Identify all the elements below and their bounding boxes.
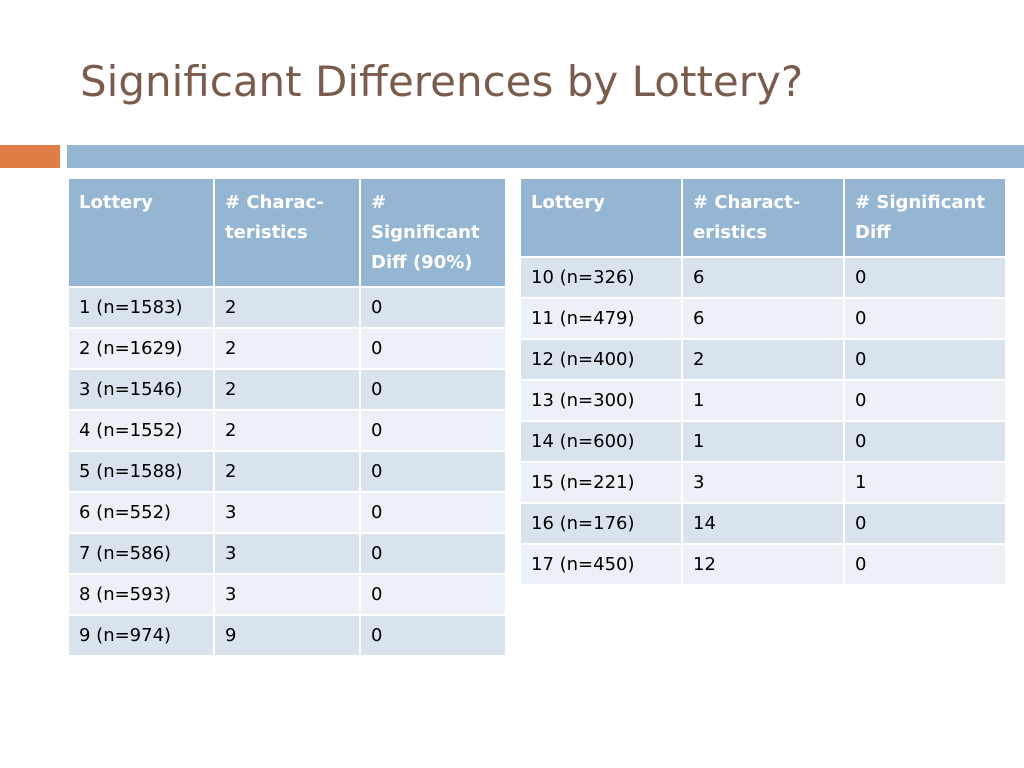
cell-lottery: 2 (n=1629) — [69, 329, 213, 368]
cell-lottery: 5 (n=1588) — [69, 452, 213, 491]
cell-lottery: 1 (n=1583) — [69, 288, 213, 327]
cell-characteristics: 1 — [683, 381, 843, 420]
cell-significant-diff: 0 — [361, 452, 505, 491]
cell-lottery: 9 (n=974) — [69, 616, 213, 655]
table-header-row — [69, 179, 505, 286]
cell-significant-diff: 0 — [845, 381, 1005, 420]
table-row — [69, 329, 505, 368]
cell-significant-diff: 0 — [845, 545, 1005, 584]
table-row — [521, 545, 1005, 584]
table-row — [69, 534, 505, 573]
table-row — [69, 575, 505, 614]
table-row — [521, 463, 1005, 502]
cell-characteristics: 3 — [215, 575, 359, 614]
accent-bar-orange — [0, 145, 60, 168]
header-characteristics: # Charact-eristics — [683, 179, 843, 256]
header-significant-diff: # Significant Diff (90%) — [361, 179, 505, 286]
cell-lottery: 7 (n=586) — [69, 534, 213, 573]
cell-characteristics: 14 — [683, 504, 843, 543]
cell-significant-diff: 0 — [361, 288, 505, 327]
lottery-table-right — [519, 177, 1007, 586]
table-row — [521, 340, 1005, 379]
table-row — [69, 493, 505, 532]
cell-characteristics: 1 — [683, 422, 843, 461]
cell-lottery: 12 (n=400) — [521, 340, 681, 379]
cell-significant-diff: 0 — [361, 411, 505, 450]
cell-lottery: 4 (n=1552) — [69, 411, 213, 450]
cell-characteristics: 2 — [215, 411, 359, 450]
cell-lottery: 11 (n=479) — [521, 299, 681, 338]
cell-characteristics: 9 — [215, 616, 359, 655]
table-row — [69, 288, 505, 327]
table-row — [521, 299, 1005, 338]
cell-significant-diff: 0 — [361, 616, 505, 655]
cell-significant-diff: 0 — [361, 575, 505, 614]
table-row — [69, 452, 505, 491]
cell-characteristics: 3 — [683, 463, 843, 502]
table-row — [521, 422, 1005, 461]
cell-lottery: 15 (n=221) — [521, 463, 681, 502]
table-row — [521, 381, 1005, 420]
cell-lottery: 8 (n=593) — [69, 575, 213, 614]
table-row — [69, 411, 505, 450]
cell-characteristics: 2 — [683, 340, 843, 379]
cell-significant-diff: 0 — [845, 422, 1005, 461]
cell-lottery: 14 (n=600) — [521, 422, 681, 461]
header-lottery: Lottery — [69, 179, 213, 286]
cell-lottery: 6 (n=552) — [69, 493, 213, 532]
table-row — [69, 370, 505, 409]
cell-significant-diff: 0 — [361, 493, 505, 532]
cell-characteristics: 3 — [215, 493, 359, 532]
cell-characteristics: 3 — [215, 534, 359, 573]
cell-significant-diff: 0 — [361, 329, 505, 368]
cell-characteristics: 2 — [215, 329, 359, 368]
cell-characteristics: 12 — [683, 545, 843, 584]
header-lottery: Lottery — [521, 179, 681, 256]
lottery-table-left — [67, 177, 507, 657]
cell-significant-diff: 0 — [845, 340, 1005, 379]
header-significant-diff: # Significant Diff — [845, 179, 1005, 256]
accent-bar-blue — [67, 145, 1024, 168]
table-header-row — [521, 179, 1005, 256]
cell-significant-diff: 0 — [361, 370, 505, 409]
header-characteristics: # Charac-teristics — [215, 179, 359, 286]
cell-significant-diff: 1 — [845, 463, 1005, 502]
cell-significant-diff: 0 — [361, 534, 505, 573]
cell-characteristics: 2 — [215, 452, 359, 491]
cell-lottery: 13 (n=300) — [521, 381, 681, 420]
table-row — [521, 258, 1005, 297]
cell-lottery: 17 (n=450) — [521, 545, 681, 584]
cell-characteristics: 6 — [683, 299, 843, 338]
cell-significant-diff: 0 — [845, 258, 1005, 297]
cell-characteristics: 6 — [683, 258, 843, 297]
cell-significant-diff: 0 — [845, 504, 1005, 543]
cell-lottery: 10 (n=326) — [521, 258, 681, 297]
cell-characteristics: 2 — [215, 288, 359, 327]
cell-significant-diff: 0 — [845, 299, 1005, 338]
table-row — [521, 504, 1005, 543]
cell-lottery: 16 (n=176) — [521, 504, 681, 543]
cell-characteristics: 2 — [215, 370, 359, 409]
cell-lottery: 3 (n=1546) — [69, 370, 213, 409]
slide-title: Significant Differences by Lottery? — [80, 57, 804, 106]
table-row — [69, 616, 505, 655]
